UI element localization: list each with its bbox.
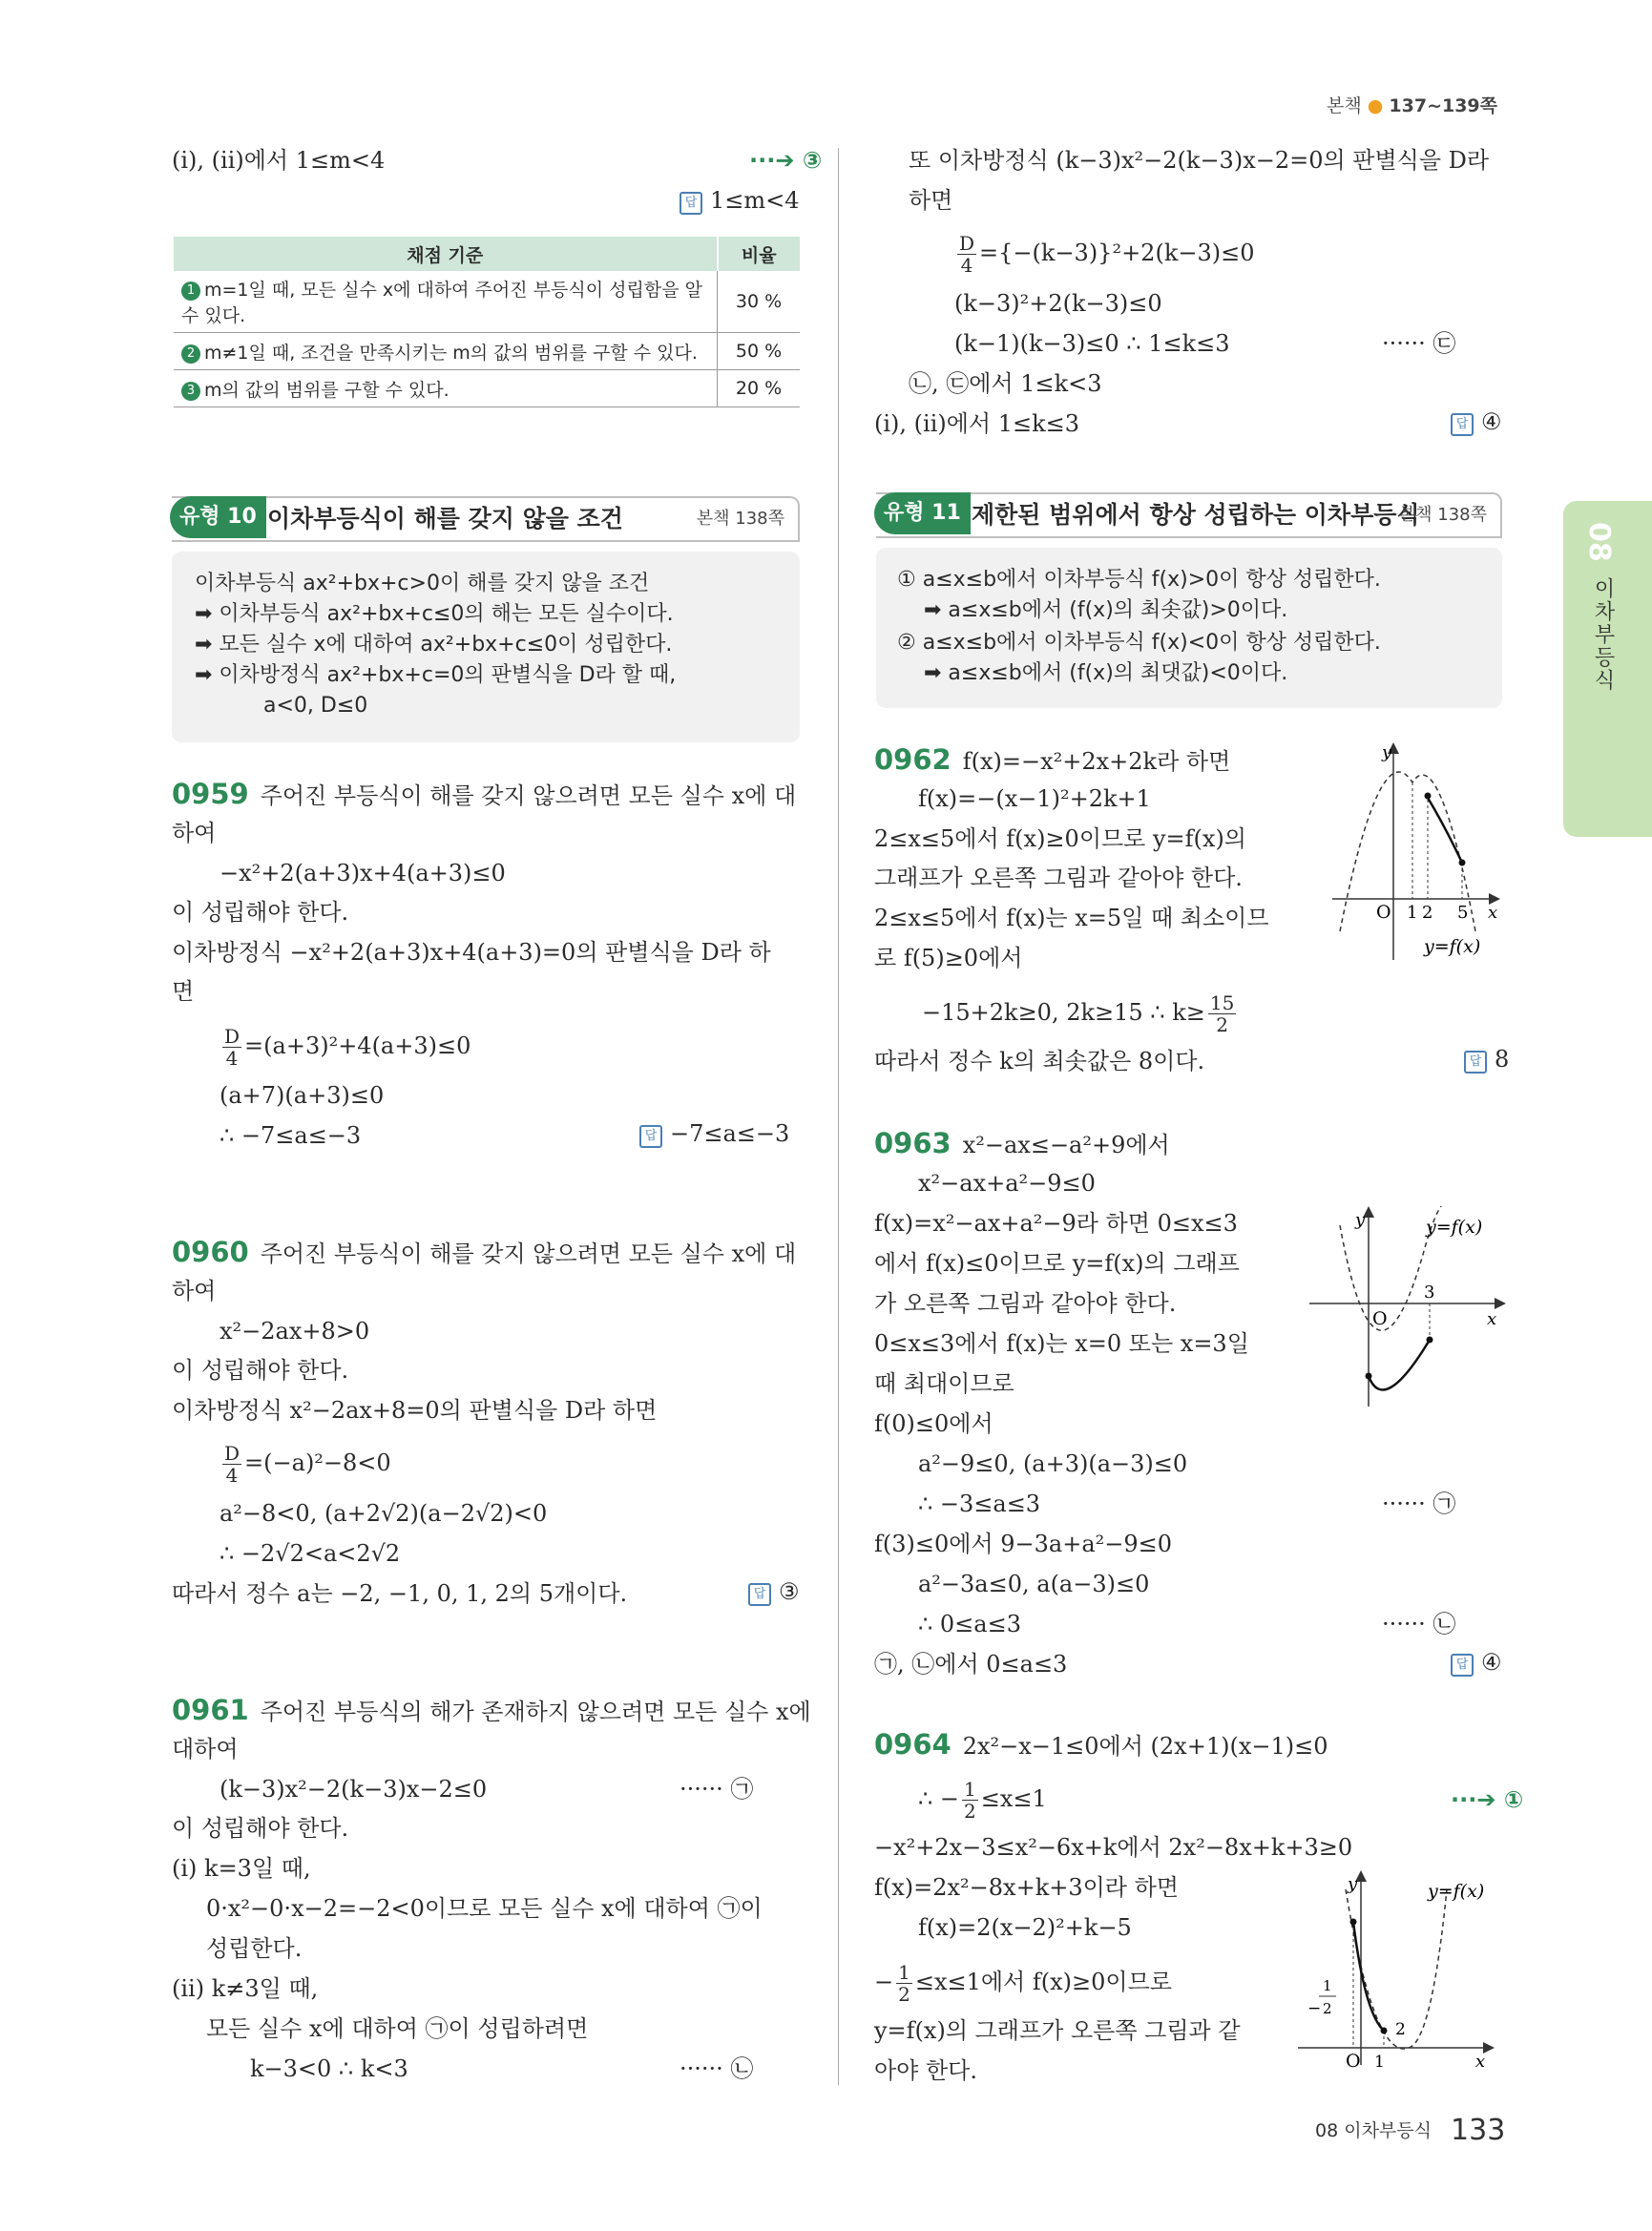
right-top-line: $\frac{D}{4}$ ={−(k−3)}²+2(k−3)≤0 [959, 232, 1255, 277]
problem-0962-line: 따라서 정수 k의 최솟값은 8이다. [874, 1048, 1205, 1074]
header-prefix: 본책 [1327, 95, 1362, 116]
fraction-d4: $\frac{D}{4}$ [224, 1442, 240, 1487]
type10-line: a<0, D≤0 [263, 694, 368, 718]
footer-page-number: 133 [1451, 2114, 1506, 2147]
problem-0964-line: ∴ − $\frac{1}{2}$ ≤x≤1 [918, 1778, 1047, 1823]
right-top-line: (k−3)²+2(k−3)≤0 [954, 290, 1162, 317]
fraction-d4: $\frac{D}{4}$ [959, 232, 975, 277]
type10-line: ➡ 이차방정식 ax²+bx+c=0의 판별식을 D라 할 때, [195, 663, 677, 687]
problem-0959-line: −x²+2(a+3)x+4(a+3)≤0 [220, 860, 506, 886]
type11-line: ① a≤x≤b에서 이차부등식 f(x)>0이 항상 성립한다. [897, 568, 1381, 592]
answer-top-left [680, 187, 800, 215]
graph-label: 1 [1407, 903, 1418, 923]
problem-0961-line: k−3<0 ∴ k<3 [250, 2055, 408, 2082]
problem-0960-line: a²−8<0, (a+2√2)(a−2√2)<0 [220, 1500, 548, 1527]
type10-line: ➡ 모든 실수 x에 대하여 ax²+bx+c≤0이 성립한다. [195, 633, 673, 657]
problem-number: 0962 [874, 743, 951, 776]
graph-label: O [1372, 1308, 1388, 1329]
problem-0959-line: (a+7)(a+3)≤0 [220, 1082, 385, 1109]
problem-0961-line: ······ ㉠ [680, 1776, 754, 1803]
left-top-line: (ⅰ), (ⅱ)에서 1≤m<4 [172, 147, 386, 174]
right-top-line: 또 이차방정식 (k−3)x²−2(k−3)x−2=0의 판별식을 D라 [909, 147, 1490, 174]
answer-icon: 답 [680, 192, 702, 215]
graph-label: 2 [1323, 2000, 1332, 2017]
problem-0964-line: f(x)=2x²−8x+k+3이라 하면 [874, 1874, 1179, 1901]
problem-0963-line: f(3)≤0에서 9−3a+a²−9≤0 [874, 1531, 1173, 1557]
problem-0962-line: f(x)=−(x−1)²+2k+1 [918, 785, 1151, 812]
problem-0961-line: (ⅱ) k≠3일 때, [172, 1975, 319, 2002]
fraction-1-2: $\frac{1}{2}$ [898, 1961, 910, 2006]
right-top-line: ······ ㉢ [1382, 330, 1456, 357]
fraction-15-2: $\frac{15}{2}$ [1209, 991, 1235, 1036]
problem-0963-line: x²−ax+a²−9≤0 [918, 1170, 1096, 1197]
type10-title: 이차부등식이 해를 갖지 않을 조건 [267, 505, 623, 532]
side-tab-title: 이차부등식 [1591, 577, 1615, 692]
problem-0961-line: ······ ㉡ [680, 2055, 754, 2082]
problem-number: 0959 [172, 778, 249, 810]
scoring-table [174, 237, 800, 407]
type11-box [876, 548, 1502, 708]
problem-0960-line: $\frac{D}{4}$ =(−a)²−8<0 [224, 1442, 391, 1487]
graph-label: O [1376, 902, 1391, 923]
answer-0960: 답 ③ [748, 1578, 800, 1606]
graph-label: y [1382, 742, 1392, 762]
ratio-cell: 20 % [718, 370, 801, 407]
problem-0960-line: 0960 주어진 부등식이 해를 갖지 않으려면 모든 실수 x에 대 [172, 1236, 797, 1268]
chapter-side-tab[interactable] [1563, 501, 1652, 837]
problem-0963-line: ······ ㉠ [1382, 1491, 1456, 1517]
type10-line: 이차부등식 ax²+bx+c>0이 해를 갖지 않을 조건 [195, 572, 650, 595]
problem-number: 0960 [172, 1236, 249, 1268]
table-row [174, 333, 800, 370]
type11-line: ② a≤x≤b에서 이차부등식 f(x)<0이 항상 성립한다. [897, 631, 1381, 655]
problem-0959-line: 하여 [172, 820, 217, 846]
answer-icon: 답 [748, 1583, 771, 1606]
step-mark-1: ···➔ ① [1451, 1786, 1524, 1813]
graph-label: 2 [1395, 2020, 1406, 2039]
problem-0960-line: 하여 [172, 1278, 217, 1304]
type11-badge: 유형 11 [874, 492, 971, 534]
problem-number: 0961 [172, 1694, 249, 1726]
answer-0961: 답 ④ [1451, 408, 1502, 436]
problem-0964-line: y=f(x)의 그래프가 오른쪽 그림과 같 [874, 2017, 1241, 2044]
header-dot: ● [1367, 95, 1384, 116]
right-top-line: (ⅰ), (ⅱ)에서 1≤k≤3 [874, 410, 1080, 437]
graph-label: 1 [1323, 1977, 1332, 1994]
step-badge: 2 [181, 344, 200, 364]
answer-icon: 답 [1451, 1654, 1474, 1677]
type11-line: ➡ a≤x≤b에서 (f(x)의 최댓값)<0이다. [924, 661, 1288, 685]
step-mark-3: ···➔ ③ [749, 147, 823, 174]
graph-label: y [1348, 1874, 1358, 1894]
right-top-line: 하면 [909, 187, 953, 214]
problem-0964-line: 아야 한다. [874, 2057, 977, 2084]
ratio-cell: 30 % [718, 271, 801, 333]
criteria-text: m=1일 때, 모든 실수 x에 대하여 주어진 부등식이 성립함을 알 수 있다. [181, 280, 702, 326]
problem-0962-line: −15+2k≥0, 2k≥15 ∴ k≥ $\frac{15}{2}$ [922, 991, 1235, 1036]
type10-ref: 본책 138쪽 [696, 509, 784, 529]
graph-label: 5 [1457, 903, 1469, 923]
problem-0960-line: ∴ −2√2<a<2√2 [220, 1540, 401, 1567]
page-header [1327, 92, 1497, 117]
problem-0961-line: 0961 주어진 부등식의 해가 존재하지 않으려면 모든 실수 x에 [172, 1694, 811, 1726]
problem-0959-line: 이차방정식 −x²+2(a+3)x+4(a+3)=0의 판별식을 D라 하 [172, 939, 771, 966]
problem-0962-line: 2≤x≤5에서 f(x)는 x=5일 때 최소이므 [874, 905, 1269, 931]
graph-0962 [1332, 740, 1504, 966]
type10-header [172, 496, 800, 542]
graph-label: y [1355, 1210, 1366, 1230]
problem-0962-line: 2≤x≤5에서 f(x)≥0이므로 y=f(x)의 [874, 825, 1246, 852]
problem-0964-line: f(x)=2(x−2)²+k−5 [918, 1914, 1132, 1941]
type11-title: 제한된 범위에서 항상 성립하는 이차부등식 [972, 501, 1420, 529]
footer-chapter: 08 이차부등식 [1315, 2120, 1432, 2141]
side-tab-number: 08 [1582, 522, 1616, 562]
problem-0960-line: 따라서 정수 a는 −2, −1, 0, 1, 2의 5개이다. [172, 1580, 628, 1607]
problem-0961-line: 이 성립해야 한다. [172, 1815, 349, 1842]
table-row [174, 271, 800, 333]
graph-label: x [1488, 903, 1498, 923]
problem-0963-line: f(0)≤0에서 [874, 1410, 993, 1437]
problem-0960-line: x²−2ax+8>0 [220, 1318, 370, 1345]
graph-label: x [1475, 2052, 1486, 2071]
graph-label: y=f(x) [1424, 936, 1481, 957]
table-row [174, 370, 800, 407]
type11-ref: 본책 138쪽 [1398, 505, 1487, 525]
problem-0959-line: 면 [172, 978, 195, 1005]
answer-0959: 답 −7≤a≤−3 [639, 1120, 789, 1148]
problem-0959-line: 0959 주어진 부등식이 해를 갖지 않으려면 모든 실수 x에 대 [172, 778, 797, 810]
answer-icon: 답 [639, 1125, 662, 1148]
type10-box [172, 552, 800, 742]
problem-0962-line: 그래프가 오른쪽 그림과 같아야 한다. [874, 865, 1243, 891]
problem-0961-line: (k−3)x²−2(k−3)x−2≤0 [220, 1776, 488, 1803]
problem-0961-line: (ⅰ) k=3일 때, [172, 1855, 311, 1882]
criteria-text: m의 값의 범위를 구할 수 있다. [204, 379, 450, 401]
graph-label: O [1346, 2051, 1361, 2071]
header-pages: 137~139쪽 [1389, 95, 1498, 116]
problem-0959-line: ∴ −7≤a≤−3 [220, 1122, 362, 1149]
problem-0964-line: 0964 2x²−x−1≤0에서 (2x+1)(x−1)≤0 [874, 1728, 1328, 1761]
problem-0963-line: 에서 f(x)≤0이므로 y=f(x)의 그래프 [874, 1250, 1240, 1277]
problem-number: 0964 [874, 1728, 951, 1761]
problem-0961-line: 대하여 [172, 1736, 239, 1762]
right-top-line: ㉡, ㉢에서 1≤k<3 [909, 370, 1102, 397]
graph-label: y=f(x) [1426, 1217, 1483, 1238]
step-badge: 1 [181, 281, 200, 301]
problem-0963-line: ∴ −3≤a≤3 [918, 1491, 1041, 1517]
graph-label: 2 [1422, 903, 1433, 923]
table-header-ratio: 비율 [718, 237, 801, 271]
fraction-d4: $\frac{D}{4}$ [224, 1025, 240, 1070]
graph-label: y=f(x) [1428, 1881, 1485, 1902]
graph-label: 3 [1424, 1282, 1435, 1303]
answer-icon: 답 [1464, 1051, 1487, 1074]
table-header-criteria: 채점 기준 [174, 237, 718, 271]
problem-0963-line: 가 오른쪽 그림과 같아야 한다. [874, 1290, 1177, 1317]
graph-label: x [1487, 1309, 1497, 1329]
criteria-text: m≠1일 때, 조건을 만족시키는 m의 값의 범위를 구할 수 있다. [204, 342, 698, 364]
page-footer [1315, 2114, 1505, 2147]
answer-icon: 답 [1451, 413, 1474, 436]
answer-0963: 답 ④ [1451, 1649, 1502, 1677]
problem-0961-line: 모든 실수 x에 대하여 ㉠이 성립하려면 [206, 2015, 589, 2042]
problem-0960-line: 이 성립해야 한다. [172, 1357, 349, 1384]
problem-0961-line: 성립한다. [206, 1935, 303, 1962]
problem-0963-line: f(x)=x²−ax+a²−9라 하면 0≤x≤3 [874, 1210, 1238, 1237]
type11-header [876, 492, 1502, 538]
problem-0961-line: 0·x²−0·x−2=−2<0이므로 모든 실수 x에 대하여 ㉠이 [206, 1895, 763, 1922]
problem-0963-line: a²−3a≤0, a(a−3)≤0 [918, 1571, 1150, 1597]
column-divider [838, 148, 839, 2085]
graph-0964 [1298, 1870, 1504, 2071]
problem-0963-line: ∴ 0≤a≤3 [918, 1611, 1021, 1637]
graph-0963 [1309, 1206, 1510, 1416]
problem-number: 0963 [874, 1127, 951, 1159]
problem-0963-line: 0963 x²−ax≤−a²+9에서 [874, 1127, 1170, 1159]
problem-0963-line: ······ ㉡ [1382, 1611, 1456, 1637]
problem-0964-line: −x²+2x−3≤x²−6x+k에서 2x²−8x+k+3≥0 [874, 1834, 1353, 1861]
graph-label: 1 [1374, 2053, 1385, 2071]
right-top-line: (k−1)(k−3)≤0 ∴ 1≤k≤3 [954, 330, 1230, 357]
problem-0963-line: a²−9≤0, (a+3)(a−3)≤0 [918, 1450, 1188, 1477]
problem-0964-line: − $\frac{1}{2}$ ≤x≤1에서 f(x)≥0이므로 [874, 1961, 1172, 2006]
problem-0962-line: 0962 f(x)=−x²+2x+2k라 하면 [874, 743, 1231, 776]
step-badge: 3 [181, 382, 200, 401]
problem-0963-line: ㉠, ㉡에서 0≤a≤3 [874, 1651, 1068, 1678]
answer-value: 1≤m<4 [710, 187, 800, 214]
problem-0959-line: $\frac{D}{4}$ =(a+3)²+4(a+3)≤0 [224, 1025, 471, 1070]
type11-line: ➡ a≤x≤b에서 (f(x)의 최솟값)>0이다. [924, 598, 1288, 622]
ratio-cell: 50 % [718, 333, 801, 370]
type10-line: ➡ 이차부등식 ax²+bx+c≤0의 해는 모든 실수이다. [195, 602, 674, 626]
fraction-1-2: $\frac{1}{2}$ [964, 1778, 976, 1823]
problem-0963-line: 때 최대이므로 [874, 1370, 1014, 1397]
problem-0963-line: 0≤x≤3에서 f(x)는 x=0 또는 x=3일 [874, 1330, 1249, 1357]
problem-0959-line: 이 성립해야 한다. [172, 899, 349, 926]
graph-label: − [1307, 1999, 1322, 2018]
answer-0962: 답 8 [1464, 1046, 1509, 1074]
problem-0960-line: 이차방정식 x²−2ax+8=0의 판별식을 D라 하면 [172, 1397, 658, 1424]
type10-badge: 유형 10 [170, 496, 266, 538]
problem-0962-line: 로 f(5)≥0에서 [874, 945, 1023, 971]
